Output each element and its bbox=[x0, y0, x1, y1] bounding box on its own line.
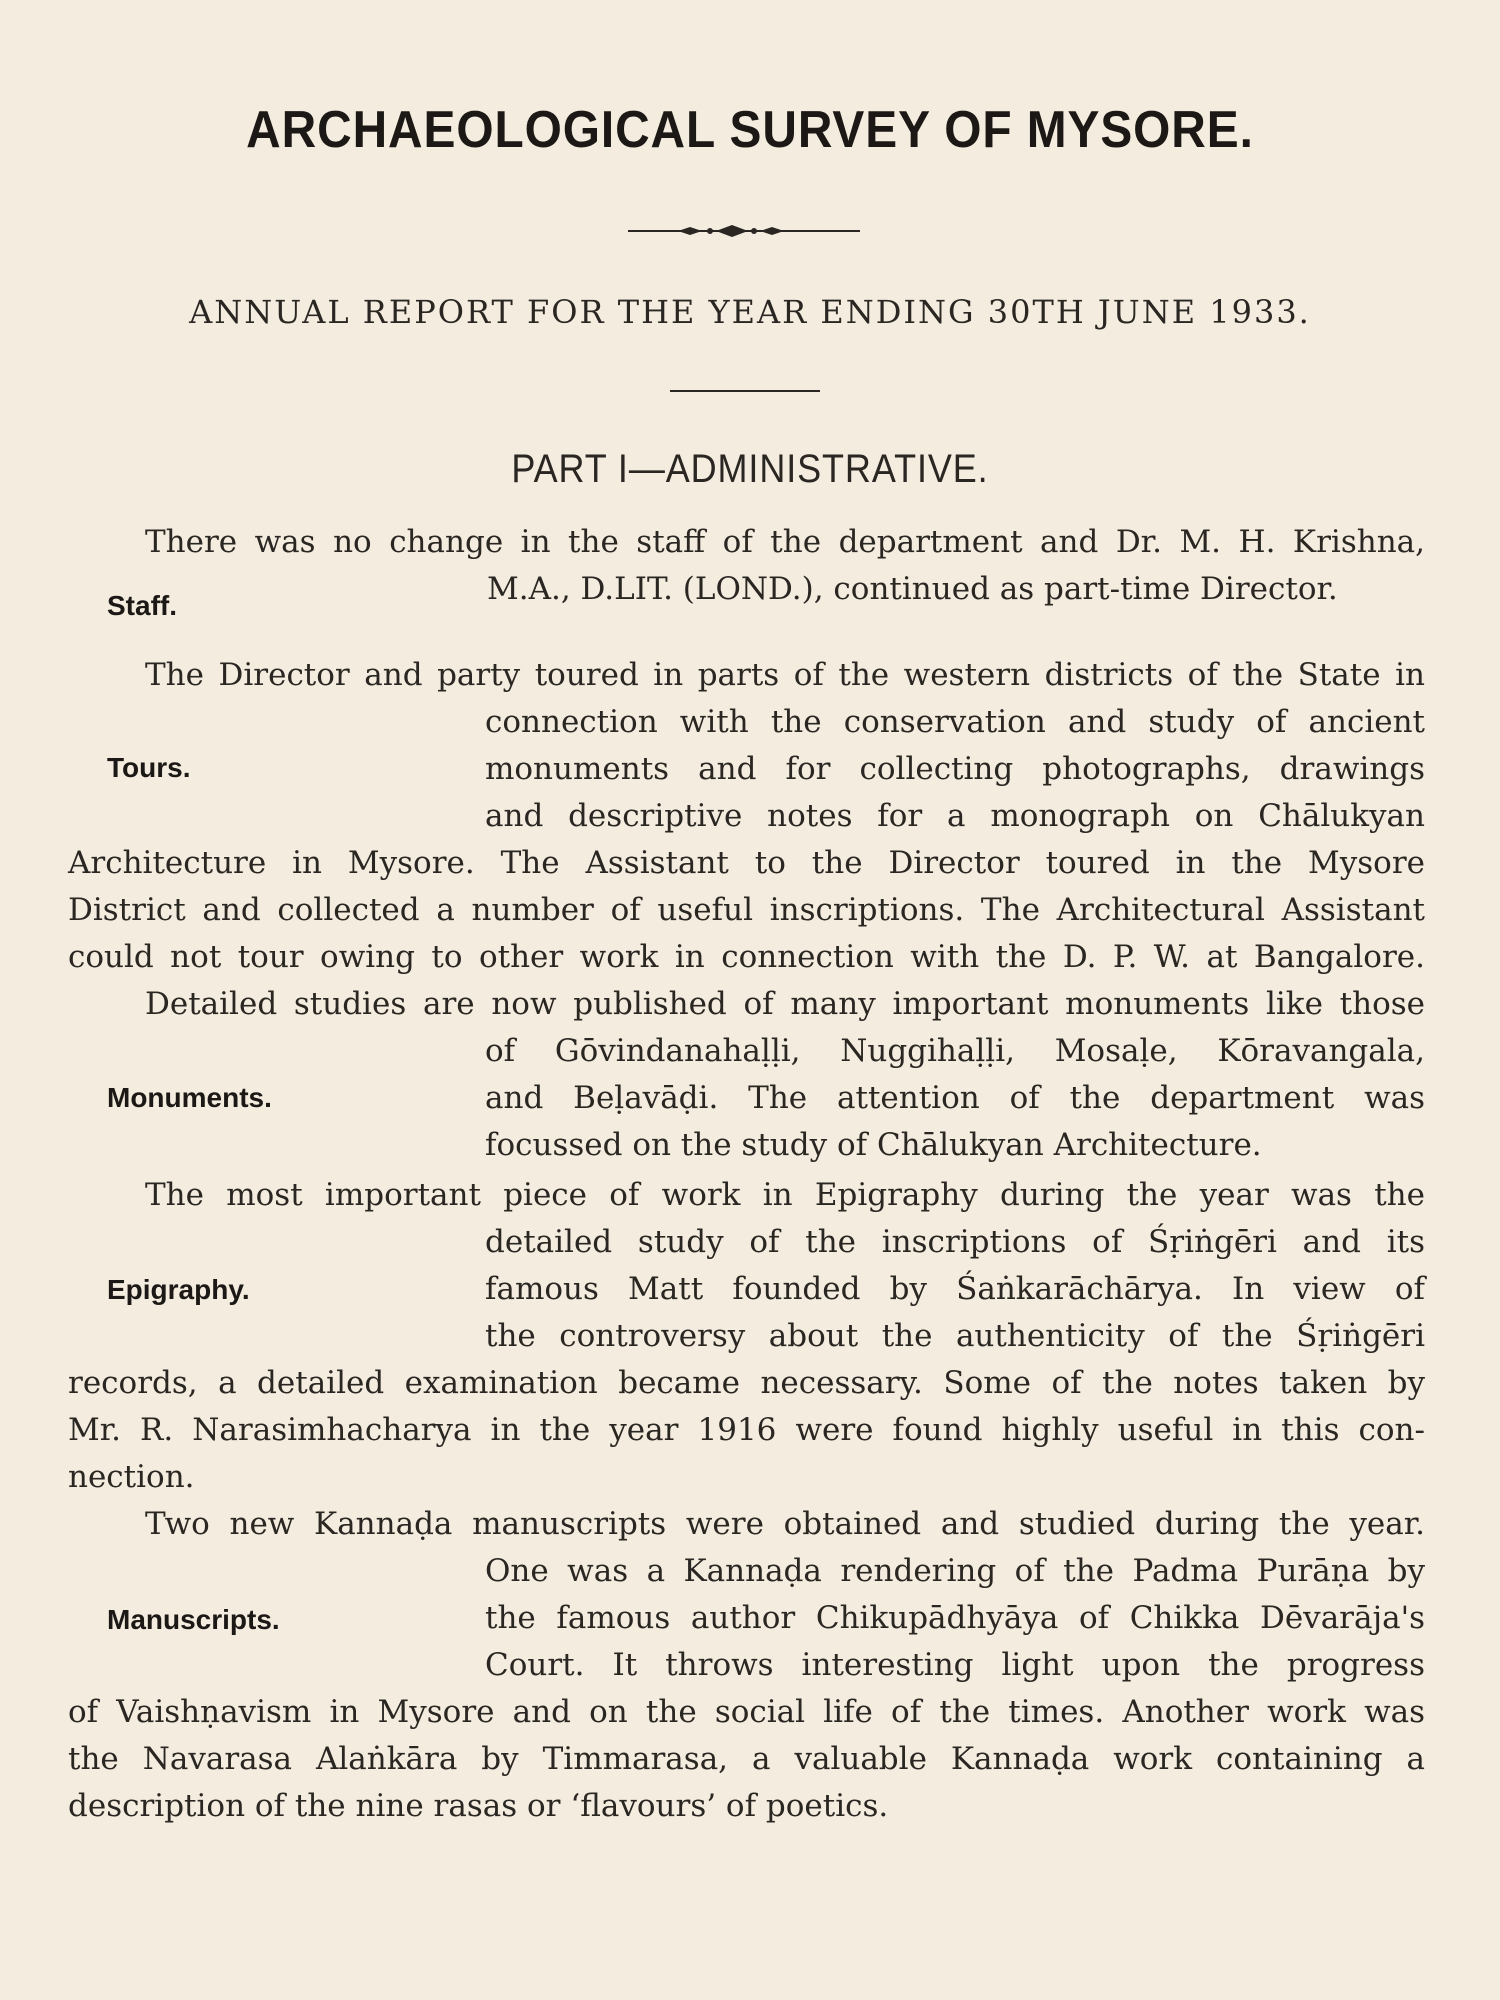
text-line: records, a detailed examination became necessary. Some of the notes taken by bbox=[68, 1365, 1425, 1401]
part-heading: PART I—ADMINISTRATIVE. bbox=[511, 447, 989, 491]
text-line: the Navarasa Alaṅkāra by Timmarasa, a valuable Kannaḍa work containing a bbox=[68, 1741, 1425, 1777]
text-line: focussed on the study of Chālukyan Architecture. bbox=[485, 1127, 1262, 1163]
ornament-divider-icon bbox=[628, 222, 860, 240]
text-line: District and collected a number of useful inscriptions. The Architectural Assistant bbox=[68, 892, 1425, 928]
text-line: connection with the conservation and study of ancient bbox=[485, 704, 1425, 740]
page-title: ARCHAEOLOGICAL SURVEY OF MYSORE. bbox=[246, 101, 1254, 159]
text-line: The most important piece of work in Epigraphy during the year was the bbox=[145, 1177, 1425, 1213]
report-subtitle: ANNUAL REPORT FOR THE YEAR ENDING 30TH JUNE 1933. bbox=[189, 293, 1311, 331]
text-line: Mr. R. Narasimhacharya in the year 1916 were found highly useful in this con- bbox=[68, 1412, 1425, 1448]
margin-note-monuments: Monuments. bbox=[107, 1082, 272, 1113]
text-line: The Director and party toured in parts of the western districts of the State in bbox=[145, 657, 1425, 693]
text-line: Architecture in Mysore. The Assistant to the Director toured in the Mysore bbox=[68, 845, 1425, 881]
heading-rule bbox=[670, 390, 820, 392]
text-line: Detailed studies are now published of many important monuments like those bbox=[145, 986, 1425, 1022]
margin-note-epigraphy: Epigraphy. bbox=[107, 1274, 250, 1305]
text-line: One was a Kannaḍa rendering of the Padma Purāṇa by bbox=[485, 1553, 1425, 1589]
margin-note-manuscripts: Manuscripts. bbox=[107, 1604, 280, 1635]
text-line: the famous author Chikupādhyāya of Chikka Dēvarāja's bbox=[485, 1600, 1425, 1636]
text-line: of Gōvindanahaḷḷi, Nuggihaḷḷi, Mosaḷe, Kōravangala, bbox=[485, 1033, 1425, 1069]
text-line: and Beḷavāḍi. The attention of the department was bbox=[485, 1080, 1425, 1116]
margin-note-tours: Tours. bbox=[107, 752, 191, 783]
text-line: nection. bbox=[68, 1459, 195, 1495]
text-line: Two new Kannaḍa manuscripts were obtained and studied during the year. bbox=[145, 1506, 1425, 1542]
margin-note-staff: Staff. bbox=[107, 590, 177, 621]
text-line: of Vaishṇavism in Mysore and on the social life of the times. Another work was bbox=[68, 1694, 1425, 1730]
text-line: M.A., D.LIT. (LOND.), continued as part-time Director. bbox=[487, 571, 1338, 607]
text-line: description of the nine rasas or ‘flavours’ of poetics. bbox=[68, 1788, 889, 1824]
text-line: could not tour owing to other work in connection with the D. P. W. at Bangalore. bbox=[68, 939, 1425, 975]
text-line: detailed study of the inscriptions of Śṛiṅgēri and its bbox=[485, 1224, 1425, 1260]
text-line: Court. It throws interesting light upon the progress bbox=[485, 1647, 1425, 1683]
text-line: the controversy about the authenticity of the Śṛiṅgēri bbox=[485, 1318, 1425, 1354]
text-line: monuments and for collecting photographs, drawings bbox=[485, 751, 1425, 787]
text-line: There was no change in the staff of the department and Dr. M. H. Krishna, bbox=[145, 524, 1425, 560]
text-line: and descriptive notes for a monograph on Chālukyan bbox=[485, 798, 1425, 834]
text-line: famous Matt founded by Śaṅkarāchārya. In view of bbox=[485, 1271, 1425, 1307]
